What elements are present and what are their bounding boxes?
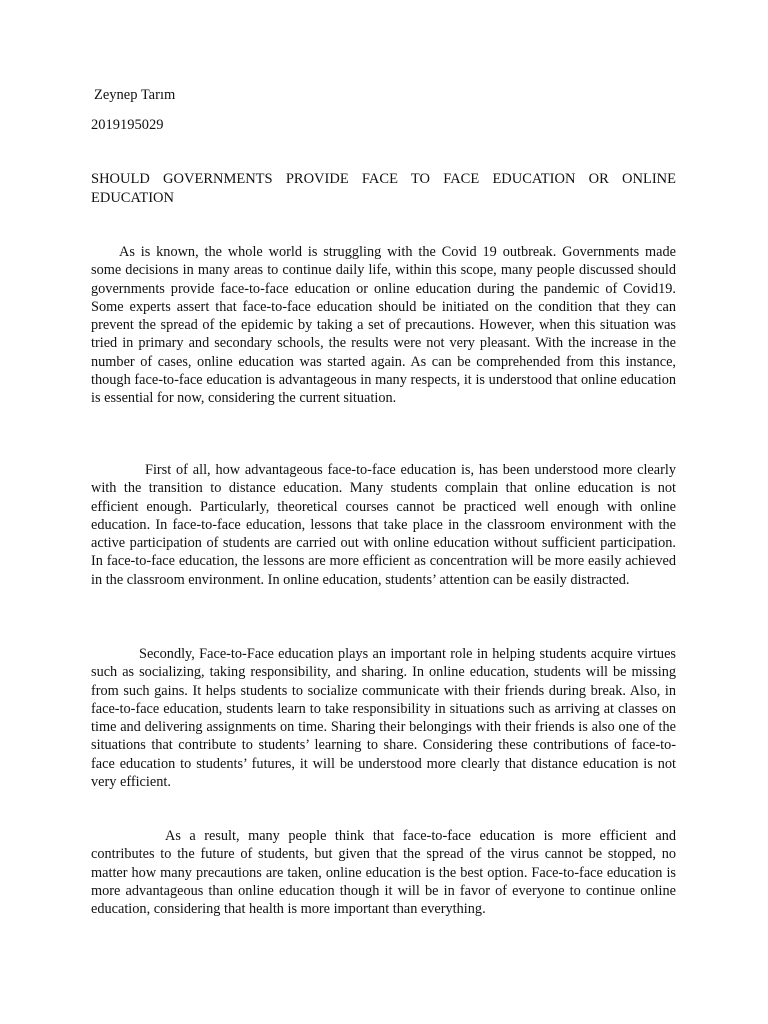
paragraph-body-2: Secondly, Face-to-Face education plays an important role in helping students acquire virtues such as socializing, taking responsibility, and sharing. In online education, students will be missing from such gains. It helps students to socialize communicate with their friends during break. Also, in face-to-face education, students learn to take responsibility in situations such as arriving at classes on time and delivering assignments on time. Sharing their belongings with their friends is also one of the situations that contribute to students’ learning to share. Considering these contributions of face-to-face education to students’ futures, it will be understood more clearly that distance education is not very efficient. (91, 646, 676, 791)
paragraph-introduction: As is known, the whole world is struggling with the Covid 19 outbreak. Governments made some decisions in many areas to continue daily life, within this scope, many people discussed should governments provide face-to-face education or online education during the pandemic of Covid19. Some experts assert that face-to-face education should be initiated on the condition that they can prevent the spread of the epidemic by taking a set of precautions. However, when this situation was tried in primary and secondary schools, the results were not very pleasant. With the increase in the number of cases, online education was started again. As can be comprehended from this instance, though face-to-face education is advantageous in many respects, it is understood that online education is essential for now, considering the current situation. (91, 244, 676, 407)
paragraph-body-1: First of all, how advantageous face-to-face education is, has been understood more clearly with the transition to distance education. Many students complain that online education is not efficient enough. Particularly, theoretical courses cannot be practiced well enough with online education. In face-to-face education, lessons that take place in the classroom environment with the active participation of students are carried out with online education without sufficient participation. In face-to-face education, the lessons are more efficient as concentration will be more easily achieved in the classroom environment. In online education, students’ attention can be easily distracted. (91, 462, 676, 588)
paragraph-conclusion: As a result, many people think that face-to-face education is more efficient and contributes to the future of students, but given that the spread of the virus cannot be stopped, no matter how many precautions are taken, online education is the best option. Face-to-face education is more advantageous than online education though it will be in favor of everyone to continue online education, considering that health is more important than everything. (91, 828, 676, 918)
essay-title: SHOULD GOVERNMENTS PROVIDE FACE TO FACE EDUCATION OR ONLINE EDUCATION (91, 171, 676, 206)
author-name: Zeynep Tarım (94, 87, 176, 103)
student-id: 2019195029 (91, 117, 164, 133)
